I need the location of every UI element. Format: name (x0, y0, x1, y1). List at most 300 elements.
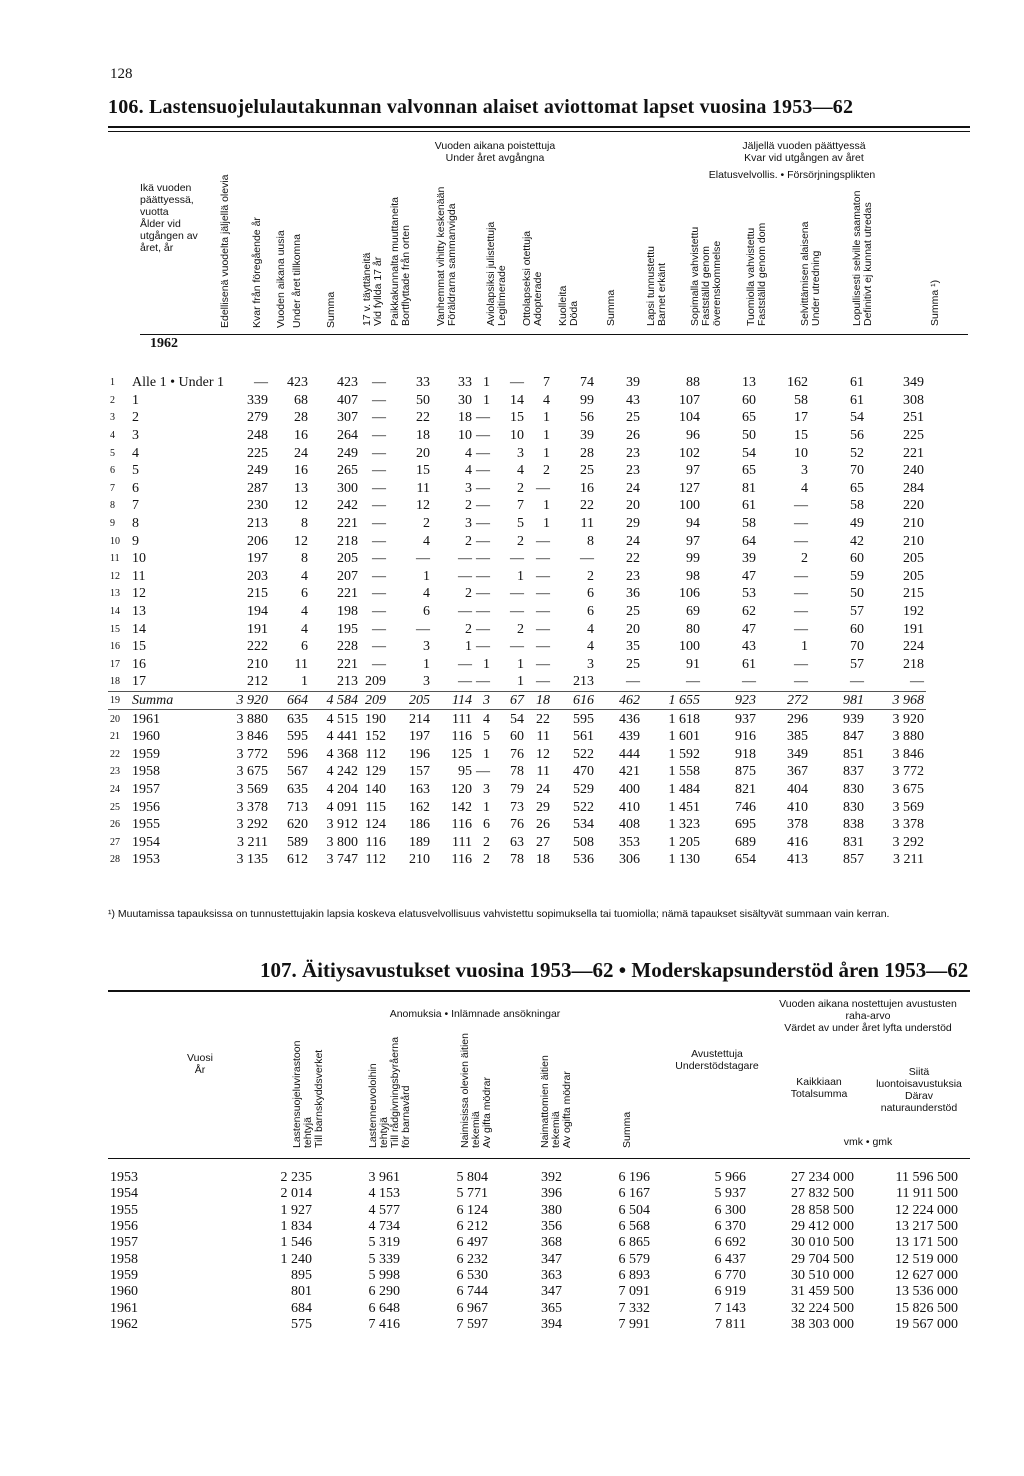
table-cell: 12 (294, 498, 308, 514)
table-cell: 114 (452, 692, 472, 708)
table-cell: — (510, 375, 524, 391)
row-label: 1957 (132, 781, 160, 797)
table-cell: 16 (294, 428, 308, 444)
table-cell: 60 (850, 621, 864, 637)
table-cell: 10 (458, 428, 472, 444)
table-cell: 65 (742, 463, 756, 479)
table-cell: 4 515 (326, 711, 358, 727)
table-cell: — (742, 674, 756, 690)
table-cell: 7 143 (714, 1300, 746, 1316)
table-cell: 228 (337, 639, 358, 655)
table-cell: 1 (543, 516, 550, 532)
table-cell: 3 569 (892, 799, 924, 815)
table-cell: 937 (735, 711, 756, 727)
table-cell: 213 (337, 674, 358, 690)
table-cell: 104 (679, 410, 700, 426)
table-cell: 1 130 (668, 852, 700, 868)
row-number: 10 (110, 535, 120, 547)
table-row (108, 532, 926, 550)
header-rule (140, 334, 968, 335)
table-cell: — (476, 639, 490, 655)
table-cell: 10 (510, 428, 524, 444)
table-cell: 2 (587, 568, 594, 584)
table-cell: 248 (247, 428, 268, 444)
table-cell: 746 (735, 799, 756, 815)
row-label: 10 (132, 551, 146, 567)
table-cell: 416 (787, 834, 808, 850)
table-cell: 115 (365, 799, 386, 815)
table-row (108, 1300, 960, 1316)
table-cell: 23 (626, 568, 640, 584)
row-label: Alle 1 • Under 1 (132, 375, 224, 391)
table-cell: 407 (337, 392, 358, 408)
table-cell: — (536, 533, 550, 549)
year-label: 1962 (150, 336, 178, 351)
table-cell: 1 (543, 498, 550, 514)
table-cell: — (476, 516, 490, 532)
table-cell: 88 (686, 375, 700, 391)
table-cell: — (372, 480, 386, 496)
table-cell: — (372, 656, 386, 672)
table-cell: 53 (742, 586, 756, 602)
table-cell: 308 (903, 392, 924, 408)
table-cell: 1 601 (668, 729, 700, 745)
footnote: ¹) Muutamissa tapauksissa on tunnustettujakin lapsia koskeva elatusvelvollisuus vahvistettu sopimuksella tai tuomiolla; nämä tapaukset sisältyvät summaan vain kerran. (108, 908, 890, 920)
title-rule (108, 126, 970, 128)
table-cell: 837 (843, 764, 864, 780)
t2-header-cash: Siitä luontoisavustuksia Därav naturaunderstöd (876, 1066, 962, 1114)
table-cell: 1 (543, 410, 550, 426)
table-cell: 4 441 (326, 729, 358, 745)
row-label: 1961 (132, 711, 160, 727)
table-cell: 664 (287, 692, 308, 708)
table-row (108, 568, 926, 586)
table2-rule (108, 990, 970, 992)
table-cell: 7 (543, 375, 550, 391)
table-cell: 3 211 (893, 852, 924, 868)
table-cell: — (372, 428, 386, 444)
table-cell: — (476, 551, 490, 567)
t2-header-clinics: Lastenneuvoloihin tehtyjä Till rådgivningsbyråerna för barnavård (367, 1036, 412, 1148)
table-cell: 616 (573, 692, 594, 708)
table-cell: 363 (541, 1267, 562, 1283)
table-row (108, 833, 926, 851)
table-cell: 3 (517, 445, 524, 461)
table-row (108, 1284, 960, 1300)
table-cell: 212 (247, 674, 268, 690)
table-cell: 23 (626, 445, 640, 461)
table-cell: 3 880 (892, 729, 924, 745)
row-number: 18 (110, 676, 120, 688)
table-cell: 470 (573, 764, 594, 780)
table-cell: 3 675 (236, 764, 268, 780)
table-cell: 43 (742, 639, 756, 655)
table-cell: — (536, 604, 550, 620)
table-cell: 1 (801, 639, 808, 655)
table-cell: 13 171 500 (895, 1235, 958, 1251)
table-cell: 7 (517, 498, 524, 514)
table-cell: 30 010 500 (791, 1235, 854, 1251)
table-cell: 11 (294, 656, 308, 672)
table-cell: — (458, 568, 472, 584)
table-cell: 6 124 (456, 1202, 488, 1218)
table-cell: 6 865 (618, 1235, 650, 1251)
table-cell: 4 577 (368, 1202, 400, 1218)
table-cell: 339 (247, 392, 268, 408)
table-cell: 1 558 (668, 764, 700, 780)
table-cell: 6 196 (618, 1170, 650, 1186)
table-cell: 47 (742, 621, 756, 637)
table-cell: 462 (619, 692, 640, 708)
row-number: 25 (110, 801, 120, 813)
table-cell: 57 (850, 604, 864, 620)
table-cell: 58 (742, 516, 756, 532)
table-cell: 29 (626, 516, 640, 532)
table-cell: — (536, 586, 550, 602)
table-cell: 20 (416, 445, 430, 461)
table-cell: 423 (287, 375, 308, 391)
table-cell: 54 (510, 711, 524, 727)
header-adopted: Ottolapseksi otettuja Adopterade (521, 230, 544, 326)
table-cell: 347 (541, 1284, 562, 1300)
table-cell: 25 (580, 463, 594, 479)
table-cell: 107 (679, 392, 700, 408)
row-year: 1961 (110, 1300, 138, 1316)
table-cell: 1 (483, 375, 490, 391)
table-cell: — (372, 498, 386, 514)
table-row (108, 638, 926, 656)
table-cell: 20 (626, 621, 640, 637)
table-cell: — (476, 621, 490, 637)
table-cell: 7 332 (618, 1300, 650, 1316)
table-cell: 2 (423, 516, 430, 532)
table-cell: 6 (301, 639, 308, 655)
table-cell: 4 (423, 533, 430, 549)
row-number: 16 (110, 641, 120, 653)
table-cell: 895 (291, 1267, 312, 1283)
table-cell: 111 (452, 711, 472, 727)
header-sum1: Summa (325, 291, 337, 328)
table-cell: 1 484 (668, 781, 700, 797)
table-cell: 5 (517, 516, 524, 532)
table-cell: 163 (409, 781, 430, 797)
table-cell: 230 (247, 498, 268, 514)
table-cell: 215 (247, 586, 268, 602)
table-cell: 76 (510, 817, 524, 833)
table-cell: 49 (850, 516, 864, 532)
table-cell: 6 497 (456, 1235, 488, 1251)
table-cell: 97 (686, 463, 700, 479)
table-cell: 12 224 000 (895, 1202, 958, 1218)
table-cell: 142 (451, 799, 472, 815)
table-cell: 54 (742, 445, 756, 461)
table-cell: 221 (903, 445, 924, 461)
table-cell: 11 (580, 516, 594, 532)
table-cell: 94 (686, 516, 700, 532)
table-cell: — (372, 568, 386, 584)
t2-header-total: Kaikkiaan Totalsumma (790, 1076, 848, 1100)
table-cell: 213 (573, 674, 594, 690)
table-row (108, 691, 926, 710)
table-cell: 4 (801, 480, 808, 496)
table-row (108, 603, 926, 621)
table-cell: 43 (626, 392, 640, 408)
table-cell: 205 (903, 568, 924, 584)
row-label: Summa (132, 692, 174, 708)
row-label: 2 (132, 410, 139, 426)
table-cell: 6 530 (456, 1267, 488, 1283)
table-cell: 116 (451, 729, 472, 745)
table-cell: 5 319 (368, 1235, 400, 1251)
table-cell: — (476, 764, 490, 780)
table-cell: 400 (619, 781, 640, 797)
table-cell: 3 135 (236, 852, 268, 868)
table-row (108, 515, 926, 533)
table-cell: 1 (517, 656, 524, 672)
table-cell: 916 (735, 729, 756, 745)
table-cell: 192 (903, 604, 924, 620)
table-cell: 2 (465, 533, 472, 549)
table-cell: 4 242 (326, 764, 358, 780)
table-cell: 15 826 500 (895, 1300, 958, 1316)
row-number: 15 (110, 623, 120, 635)
table-cell: 1 (483, 746, 490, 762)
t2-header-cw-office: Lastensuojeluvirastoon tehtyjä Till barnskyddsverket (291, 1040, 325, 1148)
table-cell: — (536, 656, 550, 672)
table-row (108, 409, 926, 427)
table-cell: 13 536 000 (895, 1284, 958, 1300)
table-cell: 24 (626, 533, 640, 549)
table-cell: 1 (543, 445, 550, 461)
table-cell: 190 (365, 711, 386, 727)
table-row (108, 585, 926, 603)
table-cell: 98 (686, 568, 700, 584)
table-cell: 205 (337, 551, 358, 567)
table-cell: 300 (337, 480, 358, 496)
table-cell: 635 (287, 781, 308, 797)
table-cell: 213 (247, 516, 268, 532)
table-cell: — (372, 533, 386, 549)
table-cell: 79 (510, 781, 524, 797)
table-cell: 423 (337, 375, 358, 391)
table-cell: 1 (301, 674, 308, 690)
table-cell: 380 (541, 1202, 562, 1218)
table-row (108, 427, 926, 445)
table-cell: 6 579 (618, 1251, 650, 1267)
row-year: 1954 (110, 1186, 138, 1202)
row-year: 1955 (110, 1202, 138, 1218)
table-cell: 6 648 (368, 1300, 400, 1316)
table-cell: 4 (587, 621, 594, 637)
header-sum3: Summa ¹) (929, 279, 941, 326)
row-number: 20 (110, 713, 120, 725)
table-cell: 18 (536, 692, 550, 708)
table-cell: 857 (843, 852, 864, 868)
table-cell: 64 (742, 533, 756, 549)
table-cell: 157 (409, 764, 430, 780)
table-cell: 356 (541, 1219, 562, 1235)
table-cell: 713 (287, 799, 308, 815)
row-number: 21 (110, 731, 120, 743)
table-cell: — (416, 551, 430, 567)
table-cell: 654 (735, 852, 756, 868)
table-row (108, 1235, 960, 1251)
table-cell: — (510, 586, 524, 602)
table-cell: 4 (423, 586, 430, 602)
table-cell: 12 519 000 (895, 1251, 958, 1267)
t2-header-married: Naimisissa olevien äitien tekemiä Av gifta mödrar (459, 1033, 493, 1148)
table-cell: 1 546 (280, 1235, 312, 1251)
table-cell: 1 618 (668, 711, 700, 727)
table-cell: 195 (337, 621, 358, 637)
table-row (108, 745, 926, 763)
table-cell: 831 (843, 834, 864, 850)
table-cell: — (910, 674, 924, 690)
table-cell: 6 504 (618, 1202, 650, 1218)
row-label: 6 (132, 480, 139, 496)
table-cell: — (536, 568, 550, 584)
table-cell: 15 (416, 463, 430, 479)
table-cell: — (510, 639, 524, 655)
table-cell: 28 858 500 (791, 1202, 854, 1218)
table-row (108, 710, 926, 728)
table-cell: 4 (301, 621, 308, 637)
table-cell: 210 (903, 516, 924, 532)
table-cell: 1 323 (668, 817, 700, 833)
row-label: 11 (132, 568, 146, 584)
table-cell: 3 920 (892, 711, 924, 727)
table-cell: 29 (536, 799, 550, 815)
header-dead: Kuolleita Döda (557, 285, 580, 326)
table-cell: 116 (451, 817, 472, 833)
table-cell: — (476, 498, 490, 514)
table-cell: 27 234 000 (791, 1170, 854, 1186)
table-cell: 522 (573, 799, 594, 815)
header-paternity: Lapsi tunnustettu Barnet erkänt (645, 246, 668, 326)
table-cell: — (536, 674, 550, 690)
table-cell: 6 (423, 604, 430, 620)
table-cell: 2 (465, 586, 472, 602)
table-cell: 3 378 (892, 817, 924, 833)
table-row (108, 656, 926, 674)
table-cell: 191 (247, 621, 268, 637)
table-cell: 410 (619, 799, 640, 815)
table-cell: 838 (843, 817, 864, 833)
table-cell: 26 (626, 428, 640, 444)
row-year: 1957 (110, 1235, 138, 1251)
table-cell: 5 937 (714, 1186, 746, 1202)
header-remaining-group: Jäljellä vuoden päättyessä Kvar vid utgången av året (742, 140, 866, 164)
table1-title: 106. Lastensuojelulautakunnan valvonnan alaiset aviottomat lapset vuosina 1953—62 (108, 96, 854, 118)
table-cell: 73 (510, 799, 524, 815)
table-cell: 106 (679, 586, 700, 602)
header-moved: Paikkakunnalta muuttaneita Bortflyttade från orten (389, 197, 412, 326)
table-cell: 347 (541, 1251, 562, 1267)
table-cell: 265 (337, 463, 358, 479)
header-removed-group: Vuoden aikana poistettuja Under året avgångna (434, 140, 556, 164)
table-cell: — (372, 639, 386, 655)
header-contract: Sopimalla vahvistettu Fastställd genom överenskommelse (689, 226, 723, 326)
table-cell: 209 (365, 692, 386, 708)
table2 (108, 1170, 960, 1333)
table-cell: 1 451 (668, 799, 700, 815)
table-cell: 8 (301, 516, 308, 532)
table-cell: 225 (247, 445, 268, 461)
table-cell: 918 (735, 746, 756, 762)
table-cell: 18 (458, 410, 472, 426)
row-label: 9 (132, 533, 139, 549)
table-cell: 421 (619, 764, 640, 780)
table-cell: 378 (787, 817, 808, 833)
header-final: Lopullisesti selville saamaton Definitivt ej kunnat utredas (851, 190, 874, 326)
table-cell: 981 (843, 692, 864, 708)
table-cell: 15 (510, 410, 524, 426)
table-cell: 3 968 (892, 692, 924, 708)
table-cell: 50 (742, 428, 756, 444)
row-number: 28 (110, 854, 120, 866)
table-cell: 99 (580, 392, 594, 408)
table-cell: 25 (626, 656, 640, 672)
table-cell: 536 (573, 852, 594, 868)
table-row (108, 1203, 960, 1219)
row-number: 26 (110, 819, 120, 831)
table-cell: 1 927 (280, 1202, 312, 1218)
table-cell: 63 (510, 834, 524, 850)
table-cell: — (850, 674, 864, 690)
table-cell: 74 (580, 375, 594, 391)
t2-header-unmarried: Naimattomien äitien tekemiä Av ogifta mödrar (539, 1055, 573, 1148)
table-cell: — (536, 551, 550, 567)
table-cell: 111 (452, 834, 472, 850)
table-cell: 249 (247, 463, 268, 479)
row-label: 15 (132, 639, 146, 655)
table-cell: 1 (517, 674, 524, 690)
table-cell: 5 (483, 729, 490, 745)
table-cell: 54 (850, 410, 864, 426)
table-cell: 127 (679, 480, 700, 496)
table-cell: 25 (626, 604, 640, 620)
table-cell: 13 (742, 375, 756, 391)
table-cell: 684 (291, 1300, 312, 1316)
table-cell: 30 510 000 (791, 1267, 854, 1283)
row-year: 1959 (110, 1267, 138, 1283)
table-cell: 3 (587, 656, 594, 672)
table-cell: 6 568 (618, 1219, 650, 1235)
table-cell: 612 (287, 852, 308, 868)
table-cell: 38 303 000 (791, 1316, 854, 1332)
row-label: 1953 (132, 852, 160, 868)
table-cell: 2 (465, 498, 472, 514)
table2-title: 107. Äitiysavustukset vuosina 1953—62 • Moderskapsunderstöd åren 1953—62 (260, 958, 969, 982)
table-cell: 206 (247, 533, 268, 549)
table-cell: 4 204 (326, 781, 358, 797)
table-cell: 33 (458, 375, 472, 391)
row-label: 1956 (132, 799, 160, 815)
table-cell: 210 (903, 533, 924, 549)
row-number: 8 (110, 500, 115, 512)
table-cell: 61 (850, 392, 864, 408)
table-cell: 99 (686, 551, 700, 567)
table-cell: 4 584 (326, 692, 358, 708)
table-cell: 264 (337, 428, 358, 444)
header-prev-year: Edellisenä vuodelta jäljellä olevia (219, 174, 231, 328)
table-cell: 284 (903, 480, 924, 496)
table-cell: 296 (787, 711, 808, 727)
table-cell: 368 (541, 1235, 562, 1251)
table-cell: 11 (536, 729, 550, 745)
table-cell: 27 832 500 (791, 1186, 854, 1202)
table-cell: 367 (787, 764, 808, 780)
